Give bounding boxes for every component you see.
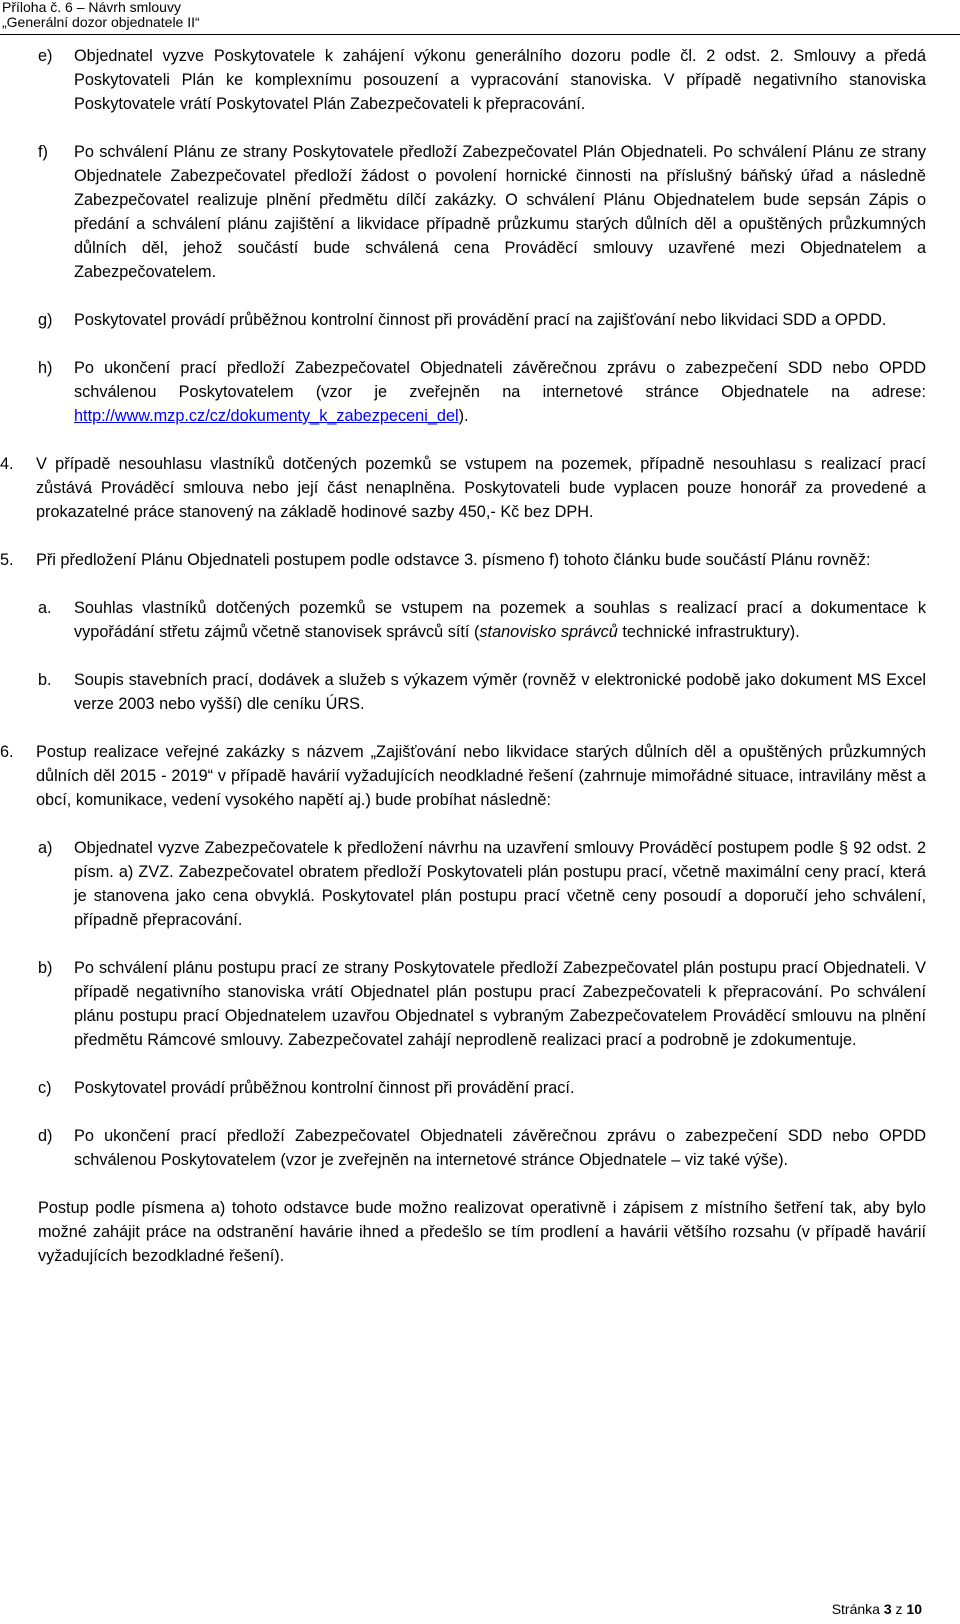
- item-label: d): [38, 1127, 53, 1145]
- section-6: [0, 740, 926, 812]
- item-label: f): [38, 143, 48, 161]
- item-text: Po schválení plánu postupu prací ze strany Poskytovatele předloží Zabezpečovatel plán postupu prací Objednateli. V případě negativního stanoviska vrátí Objednatel plán postupu prací Zabezpečovateli k přepracování. Po schválení plánu postupu prací Objednatelem uzavřou Objednatel s vybraným Zabezpečovatelem Prováděcí smlouvu na plnění předmětu Rámcové smlouvy. Zabezpečovatel zahájí neprodleně realizaci prací a podrobně je zdokumentuje.: [74, 959, 926, 1049]
- page-header: [2, 0, 200, 30]
- list-item-g: [38, 308, 926, 332]
- item-text: Po schválení Plánu ze strany Poskytovatele předloží Zabezpečovatel Plán Objednateli. Po schválení Plánu ze strany Objednatele Zabezpečovatel předloží žádost o povolení hornické činnosti na příslušný báňský úřad a následně Zabezpečovatel realizuje plnění předmětu dílčí zakázky. O schválení Plánu Objednatelem bude sepsán Zápis o předání a schválení plánu zajištění a likvidace případně průzkumu starých důlních děl a opuštěných průzkumných důlních děl, jehož součástí bude schválená cena Prováděcí smlouvy uzavřené mezi Objednatelem a Zabezpečovatelem.: [74, 143, 926, 281]
- item-text-part: technické infrastruktury).: [617, 623, 800, 641]
- header-contract-name: „Generální dozor objednatele II“: [2, 14, 200, 30]
- document-template-link[interactable]: http://www.mzp.cz/cz/dokumenty_k_zabezpeceni_del: [74, 407, 459, 425]
- section-text: Postup realizace veřejné zakázky s názvem „Zajišťování nebo likvidace starých důlních děl a opuštěných průzkumných důlních děl 2015 - 2019“ v případě havárií vyžadujících neodkladné řešení (zahrnuje mimořádné situace, intravilány měst a obcí, komunikace, vedení vysokého napětí aj.) bude probíhat následně:: [36, 743, 926, 809]
- list-item-f: [38, 140, 926, 284]
- item-text-part: Souhlas vlastníků dotčených pozemků se vstupem na pozemek a souhlas s realizací prací a dokumentace k vypořádání střetu zájmů včetně stanovisek správců sítí (: [74, 599, 926, 641]
- item-text: Poskytovatel provádí průběžnou kontrolní činnost při provádění prací.: [74, 1079, 575, 1097]
- list-item-e: [38, 44, 926, 116]
- document-body: [0, 44, 926, 1292]
- list-item-h: [38, 356, 926, 428]
- item-text-part: ).: [458, 407, 469, 425]
- item-label: g): [38, 311, 53, 329]
- item-text-part: Po ukončení prací předloží Zabezpečovatel Objednateli závěrečnou zprávu o zabezpečení SDD nebo OPDD schválenou Poskytovatelem (vzor je zveřejněn na internetové stránce Objednatele na adrese:: [74, 359, 926, 401]
- section-5: [0, 548, 926, 572]
- item-label: a.: [38, 599, 52, 617]
- header-divider: [0, 34, 960, 35]
- item-text: Po ukončení prací předloží Zabezpečovatel Objednateli závěrečnou zprávu o zabezpečení SDD nebo OPDD schválenou Poskytovatelem (vzor je zveřejněn na internetové stránce Objednatele – viz také výše).: [74, 1127, 926, 1169]
- page-footer: [832, 1601, 922, 1617]
- item-label: c): [38, 1079, 52, 1097]
- list-item-6c: [38, 1076, 926, 1100]
- item-label: b.: [38, 671, 52, 689]
- item-text-italic: stanovisko správců: [479, 623, 618, 641]
- list-item-6a: [38, 836, 926, 932]
- closing-paragraph: Postup podle písmena a) tohoto odstavce bude možno realizovat operativně i zápisem z místního šetření tak, aby bylo možné zahájit práce na odstranění havárie ihned a předešlo se tím prodlení a havárii většího rozsahu (v případě havárií vyžadujících bezodkladné řešení).: [38, 1199, 926, 1265]
- list-item-5a: [38, 596, 926, 644]
- item-text: [74, 356, 926, 428]
- section-label: 5.: [0, 551, 14, 569]
- list-item-6b: [38, 956, 926, 1052]
- item-label: a): [38, 839, 53, 857]
- item-label: b): [38, 959, 53, 977]
- header-annex-title: Příloha č. 6 – Návrh smlouvy: [2, 0, 181, 15]
- page-number: 3: [883, 1601, 892, 1617]
- section-label: 6.: [0, 743, 14, 761]
- page-total: 10: [906, 1601, 922, 1617]
- item-text: Objednatel vyzve Zabezpečovatele k předložení návrhu na uzavření smlouvy Prováděcí postupem podle § 92 odst. 2 písm. a) ZVZ. Zabezpečovatel obratem předloží Poskytovateli plán postupu prací, včetně maximální ceny prací, která je stanovena jako cena obvyklá. Poskytovatel plán postupu prací včetně ceny posoudí a doporučí jeho schválení, případně přepracování.: [74, 839, 926, 929]
- list-item-6d: [38, 1124, 926, 1172]
- section-text: V případě nesouhlasu vlastníků dotčených pozemků se vstupem na pozemek, případně nesouhlasu s realizací prací zůstává Prováděcí smlouva nebo její část nenaplněna. Poskytovateli bude vyplacen pouze honorář za provedené a prokazatelné práce stanovený na základě hodinové sazby 450,- Kč bez DPH.: [36, 455, 926, 521]
- item-text: Soupis stavebních prací, dodávek a služeb s výkazem výměr (rovněž v elektronické podobě jako dokument MS Excel verze 2003 nebo vyšší) dle ceníku ÚRS.: [74, 671, 926, 713]
- item-label: h): [38, 359, 53, 377]
- section-4: [0, 452, 926, 524]
- section-label: 4.: [0, 455, 14, 473]
- list-item-5b: [38, 668, 926, 716]
- section-text: Při předložení Plánu Objednateli postupem podle odstavce 3. písmeno f) tohoto článku bude součástí Plánu rovněž:: [36, 551, 871, 569]
- item-text: [74, 596, 926, 644]
- footer-of: z: [891, 1601, 907, 1617]
- footer-prefix: Stránka: [831, 1601, 884, 1617]
- item-text: Poskytovatel provádí průběžnou kontrolní činnost při provádění prací na zajišťování nebo likvidaci SDD a OPDD.: [74, 311, 887, 329]
- item-label: e): [38, 47, 53, 65]
- item-text: Objednatel vyzve Poskytovatele k zahájení výkonu generálního dozoru podle čl. 2 odst. 2. Smlouvy a předá Poskytovateli Plán ke komplexnímu posouzení a vypracování stanoviska. V případě negativního stanoviska Poskytovatele vrátí Poskytovatel Plán Zabezpečovateli k přepracování.: [74, 47, 926, 113]
